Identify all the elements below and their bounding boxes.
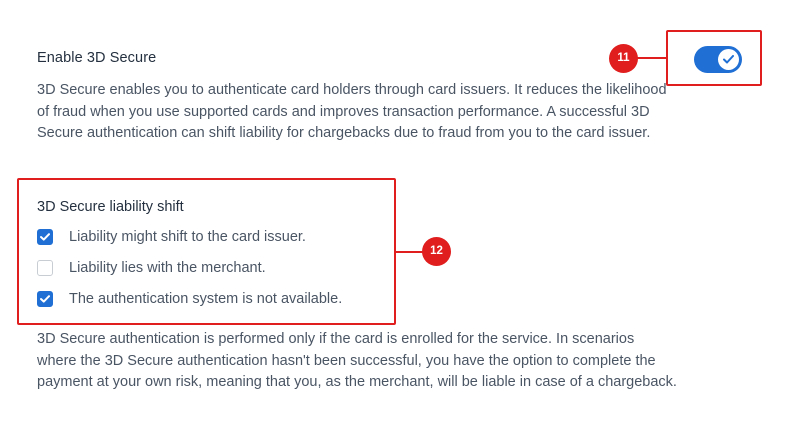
check-icon xyxy=(723,55,734,64)
liability-shift-title: 3D Secure liability shift xyxy=(37,199,184,215)
checkbox-label: Liability might shift to the card issuer. xyxy=(69,229,306,245)
enable-3d-secure-title: Enable 3D Secure xyxy=(37,50,157,66)
liability-option-card-issuer[interactable] xyxy=(37,228,306,246)
annotation-badge-12: 12 xyxy=(422,237,451,266)
checkbox-merchant[interactable] xyxy=(37,260,53,276)
annotation-connector-12 xyxy=(394,251,424,253)
toggle-knob xyxy=(718,49,739,70)
checkbox-auth-unavailable[interactable] xyxy=(37,291,53,307)
enable-3d-secure-description: 3D Secure enables you to authenticate card holders through card issuers. It reduces the likelihood of fraud when you use supported cards and improves transaction performance. A successful 3D Secure authentication can shift liability for chargebacks due to fraud from you to the card issuer. xyxy=(37,82,667,141)
liability-option-auth-unavailable[interactable] xyxy=(37,290,342,308)
annotation-connector-11 xyxy=(637,57,667,59)
annotation-badge-11: 11 xyxy=(609,44,638,73)
checkbox-card-issuer[interactable] xyxy=(37,229,53,245)
checkmark-icon xyxy=(40,233,50,241)
checkbox-label: Liability lies with the merchant. xyxy=(69,260,266,276)
liability-shift-description: 3D Secure authentication is performed only if the card is enrolled for the service. In scenarios where the 3D Secure authentication hasn't been successful, you have the option to complete the payment at your own risk, meaning that you, as the merchant, will be liable in case of a chargeback. xyxy=(37,331,677,390)
checkbox-label: The authentication system is not available. xyxy=(69,291,343,307)
liability-option-merchant[interactable] xyxy=(37,259,266,277)
checkmark-icon xyxy=(40,295,50,303)
enable-3d-secure-toggle[interactable] xyxy=(694,46,742,73)
